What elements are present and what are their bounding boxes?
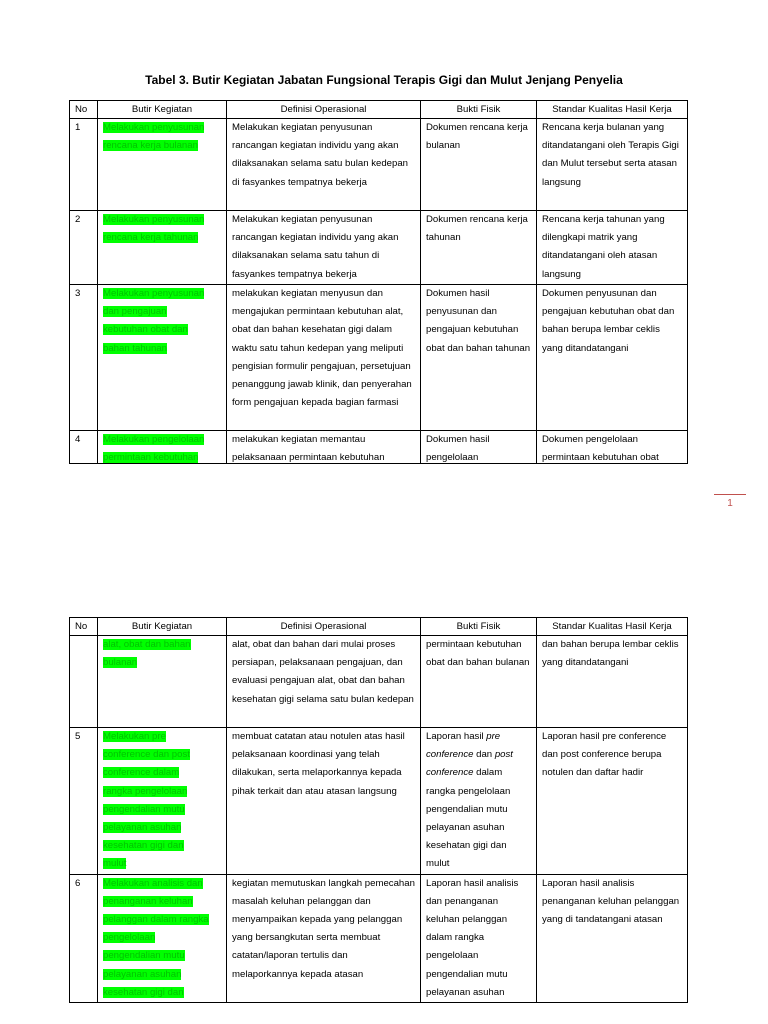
activity-table-page-2 (69, 617, 688, 1003)
row-number: 5 (70, 728, 98, 875)
standar-kualitas-cell: Rencana kerja tahunan yang dilengkapi matrik yang ditandatangani oleh atasan langsung (537, 211, 688, 285)
header-standar-kualitas: Standar Kualitas Hasil Kerja (537, 101, 688, 119)
row-number: 6 (70, 874, 98, 1002)
definisi-cell: alat, obat dan bahan dari mulai proses persiapan, pelaksanaan pengajuan, dan evaluasi pengajuan alat, obat dan bahan kesehatan gigi selama satu bulan kedepan (227, 636, 421, 728)
bukti-text-mid: dan (473, 749, 495, 761)
butir-kegiatan-cell (98, 431, 227, 464)
highlighted-activity: Melakukan analisis dan penanganan keluhan pelanggan dalam rangka pengelolaan pengendalian mutu pelayanan asuhan kesehatan gigi dan (103, 877, 209, 998)
butir-kegiatan-cell (98, 636, 227, 728)
bukti-fisik-cell: Dokumen rencana kerja bulanan (421, 119, 537, 211)
row-number (70, 636, 98, 728)
standar-kualitas-cell: dan bahan berupa lembar ceklis yang ditandatangani (537, 636, 688, 728)
header-standar-kualitas: Standar Kualitas Hasil Kerja (537, 618, 688, 636)
table-row (70, 211, 688, 285)
highlighted-activity: alat, obat dan bahan bulanan (103, 639, 191, 669)
butir-kegiatan-cell (98, 285, 227, 431)
butir-kegiatan-cell (98, 874, 227, 1002)
table-row (70, 431, 688, 464)
bukti-fisik-cell: Dokumen hasil penyusunan dan pengajuan kebutuhan obat dan bahan tahunan (421, 285, 537, 431)
standar-kualitas-cell: Laporan hasil pre conference dan post conference berupa notulen dan daftar hadir (537, 728, 688, 875)
bukti-text-post-conference: post conference (426, 749, 513, 779)
table-row (70, 636, 688, 728)
definisi-cell: melakukan kegiatan memantau pelaksanaan permintaan kebutuhan (227, 431, 421, 464)
header-butir-kegiatan: Butir Kegiatan (98, 618, 227, 636)
bukti-text-pre: Laporan hasil (426, 731, 487, 742)
bukti-fisik-cell: Dokumen hasil pengelolaan (421, 431, 537, 464)
standar-kualitas-cell: Laporan hasil analisis penanganan keluhan pelanggan yang di tandatangani atasan (537, 874, 688, 1002)
butir-kegiatan-cell (98, 119, 227, 211)
row-number: 3 (70, 285, 98, 431)
bukti-fisik-cell: Laporan hasil analisis dan penanganan keluhan pelanggan dalam rangka pengelolaan pengendalian mutu pelayanan asuhan (421, 874, 537, 1002)
table-header-row (70, 618, 688, 636)
page-number: 1 (714, 494, 746, 509)
highlighted-activity: Melakukan penyusunan rencana kerja tahunan (103, 214, 205, 244)
header-definisi-operasional: Definisi Operasional (227, 618, 421, 636)
table-row (70, 874, 688, 1002)
highlighted-activity: Melakukan pengelolaan permintaan kebutuhan (103, 434, 205, 463)
highlighted-activity: Melakukan pre conference dan post conference dalam rangka pengelolaan pengendalian mutu pelayanan asuhan kesehatan gigi dan mulut (103, 731, 190, 870)
table-row (70, 728, 688, 875)
definisi-cell: melakukan kegiatan menyusun dan mengajukan permintaan kebutuhan alat, obat dan bahan kesehatan gigi dalam waktu satu tahun kedepan yang meliputi pengisian formulir pengajuan, persetujuan penanggung jawab klinik, dan penyerahan form pengajuan kepada bagian farmasi (227, 285, 421, 431)
table-title: Tabel 3. Butir Kegiatan Jabatan Fungsional Terapis Gigi dan Mulut Jenjang Penyelia (145, 73, 623, 87)
table-header-row (70, 101, 688, 119)
bukti-fisik-cell (421, 728, 537, 875)
row-number: 2 (70, 211, 98, 285)
bukti-text-pre-conference: pre conference (426, 731, 501, 761)
definisi-cell: Melakukan kegiatan penyusunan rancangan kegiatan individu yang akan dilaksanakan selama satu tahun di fasyankes tempatnya bekerja (227, 211, 421, 285)
bukti-fisik-cell: permintaan kebutuhan obat dan bahan bulanan (421, 636, 537, 728)
butir-kegiatan-cell (98, 211, 227, 285)
header-no: No (70, 618, 98, 636)
bukti-text-post: dalam rangka pengelolaan pengendalian mutu pelayanan asuhan kesehatan gigi dan mulut (426, 767, 511, 870)
header-bukti-fisik: Bukti Fisik (421, 618, 537, 636)
definisi-cell: Melakukan kegiatan penyusunan rancangan kegiatan individu yang akan dilaksanakan selama satu bulan kedepan di fasyankes tempatnya bekerja (227, 119, 421, 211)
bukti-fisik-cell: Dokumen rencana kerja tahunan (421, 211, 537, 285)
header-butir-kegiatan: Butir Kegiatan (98, 101, 227, 119)
header-definisi-operasional: Definisi Operasional (227, 101, 421, 119)
highlighted-activity: Melakukan penyusunan dan pengajuan kebutuhan obat dan bahan tahunan (103, 288, 205, 354)
row-number: 4 (70, 431, 98, 464)
highlighted-activity: Melakukan penyusunan rencana kerja bulanan (103, 122, 205, 152)
table-row (70, 285, 688, 431)
row-number: 1 (70, 119, 98, 211)
standar-kualitas-cell: Rencana kerja bulanan yang ditandatangani oleh Terapis Gigi dan Mulut tersebut serta atasan langsung (537, 119, 688, 211)
definisi-cell: membuat catatan atau notulen atas hasil pelaksanaan koordinasi yang telah dilakukan, serta melaporkannya kepada pihak terkait dan atau atasan langsung (227, 728, 421, 875)
standar-kualitas-cell: Dokumen pengelolaan permintaan kebutuhan obat (537, 431, 688, 464)
activity-table-page-1 (69, 100, 688, 464)
header-no: No (70, 101, 98, 119)
definisi-cell: kegiatan memutuskan langkah pemecahan masalah keluhan pelanggan dan menyampaikan kepada yang pelanggan yang bersangkutan serta membuat catatan/laporan tertulis dan melaporkannya kepada atasan (227, 874, 421, 1002)
header-bukti-fisik: Bukti Fisik (421, 101, 537, 119)
table-row (70, 119, 688, 211)
standar-kualitas-cell: Dokumen penyusunan dan pengajuan kebutuhan obat dan bahan berupa lembar ceklis yang ditandatangani (537, 285, 688, 431)
butir-kegiatan-cell (98, 728, 227, 875)
